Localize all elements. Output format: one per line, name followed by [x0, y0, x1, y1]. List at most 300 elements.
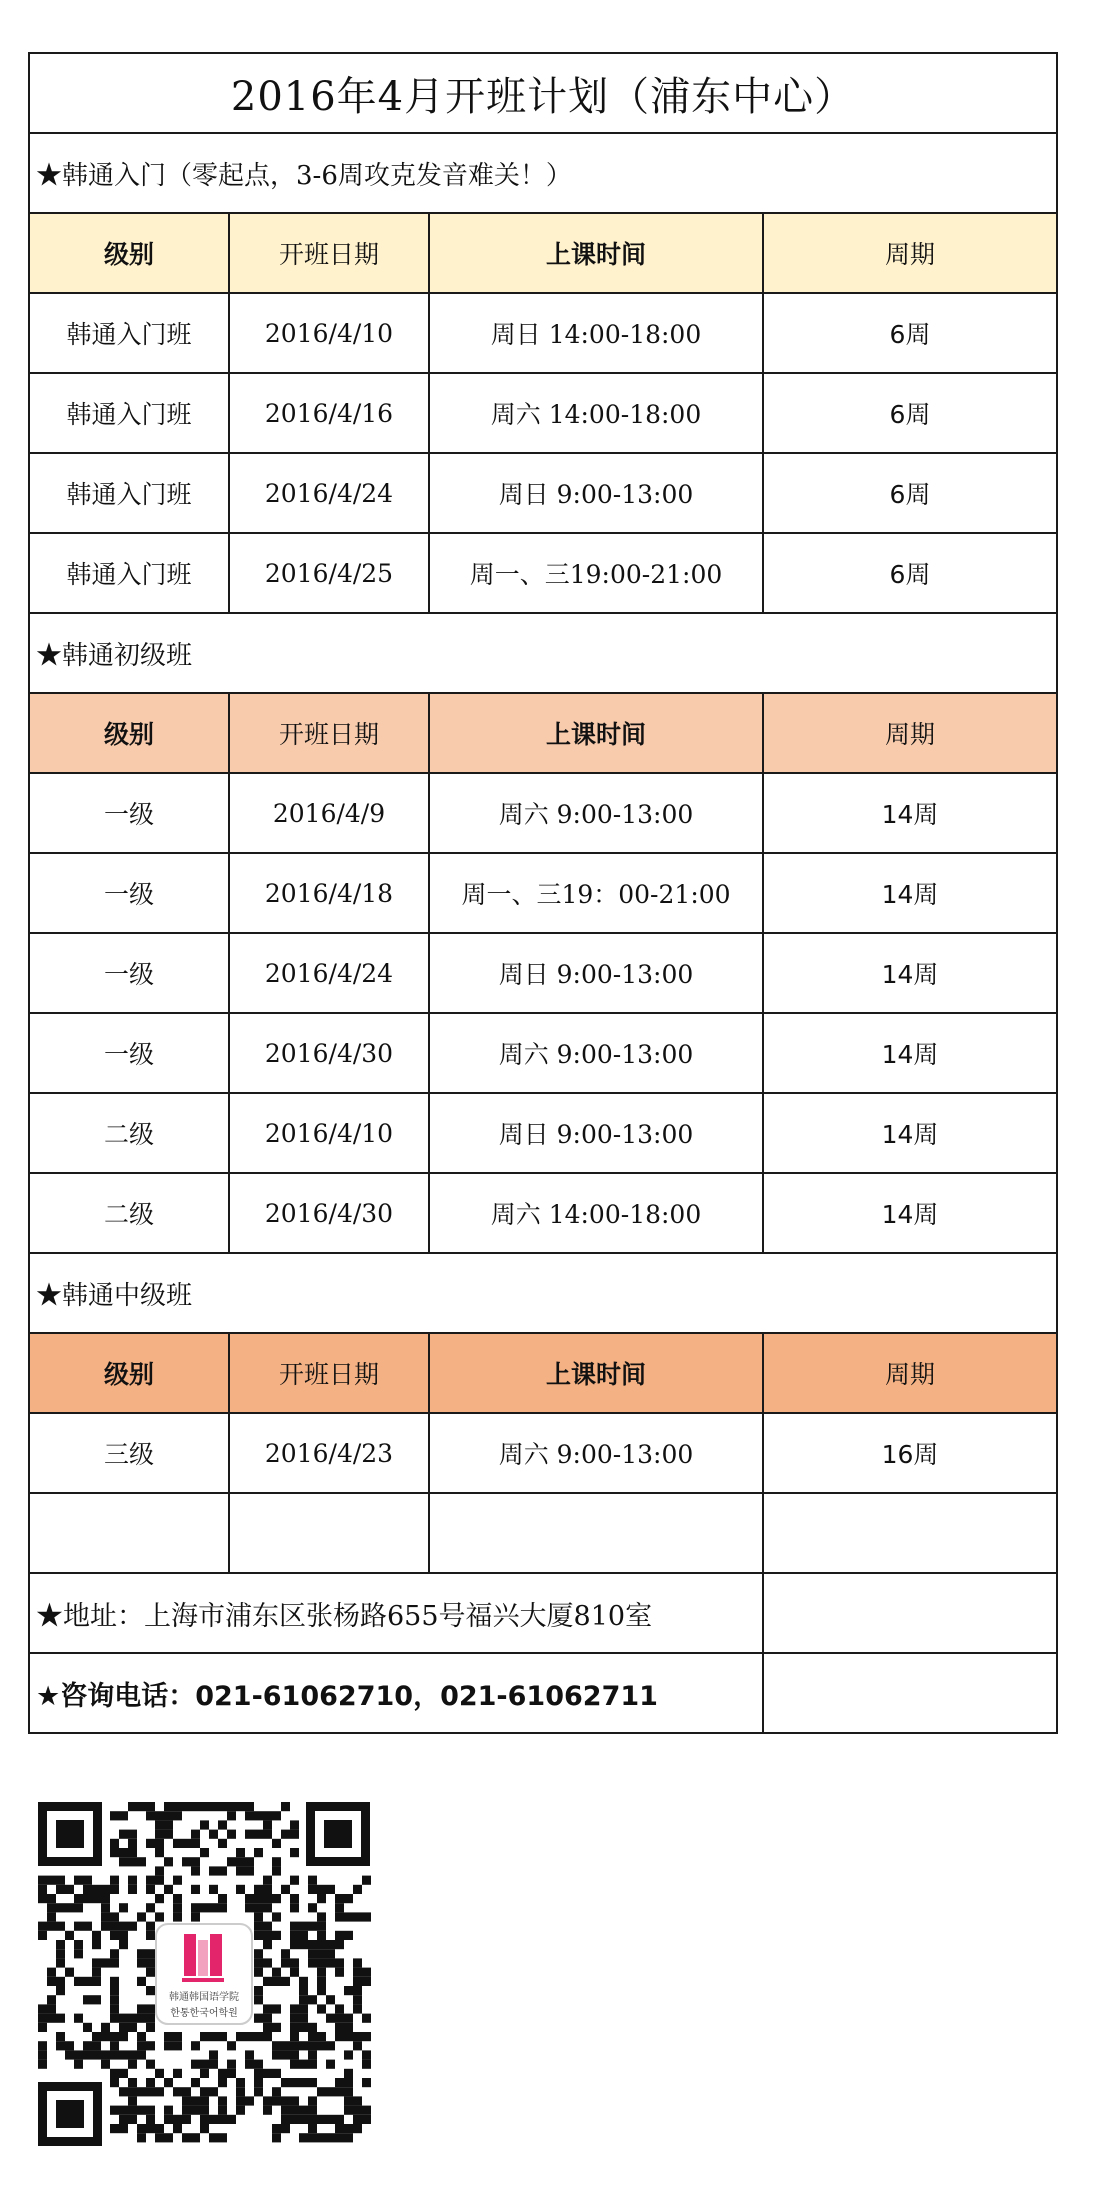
qr-module — [119, 2087, 128, 2096]
qr-module — [47, 2004, 56, 2013]
qr-module — [110, 1912, 119, 1921]
qr-module — [272, 2087, 281, 2096]
qr-module — [56, 1958, 65, 1967]
qr-module — [236, 2078, 245, 2087]
qr-module — [272, 1839, 281, 1848]
qr-module — [47, 1894, 56, 1903]
qr-module — [308, 1885, 317, 1894]
qr-module — [65, 1903, 74, 1912]
qr-module — [83, 1894, 92, 1903]
qr-module — [308, 2060, 317, 2069]
header-row-intro — [29, 213, 1057, 293]
qr-module — [326, 2041, 335, 2050]
qr-module — [128, 1922, 137, 1931]
cell-date: 2016/4/23 — [229, 1413, 429, 1493]
qr-module — [335, 2078, 344, 2087]
cell-duration: 14周 — [763, 933, 1057, 1013]
qr-module — [173, 1894, 182, 1903]
qr-module — [200, 2069, 209, 2078]
qr-module — [245, 1903, 254, 1912]
qr-module — [362, 1977, 371, 1986]
qr-module — [164, 2115, 173, 2124]
qr-module — [254, 1912, 263, 1921]
qr-module — [110, 1995, 119, 2004]
header-row-intermediate — [29, 1333, 1057, 1413]
qr-module — [209, 2050, 218, 2059]
qr-module — [146, 1839, 155, 1848]
qr-module — [263, 1811, 272, 1820]
address-text: ★地址：上海市浦东区张杨路655号福兴大厦810室 — [29, 1573, 763, 1653]
qr-module — [227, 2069, 236, 2078]
qr-module — [317, 1885, 326, 1894]
qr-module — [92, 2032, 101, 2041]
qr-module — [119, 2032, 128, 2041]
qr-module — [290, 2106, 299, 2115]
header-duration: 周期 — [763, 213, 1057, 293]
qr-module — [155, 1866, 164, 1875]
qr-module — [146, 2060, 155, 2069]
qr-module — [290, 1931, 299, 1940]
qr-module — [155, 1894, 164, 1903]
qr-module — [209, 1830, 218, 1839]
qr-logo-text-cn: 韩通韩国语学院 — [169, 1992, 239, 2003]
qr-module — [146, 1931, 155, 1940]
qr-module — [353, 1958, 362, 1967]
qr-module — [299, 1940, 308, 1949]
qr-module — [47, 1903, 56, 1912]
qr-module — [299, 1922, 308, 1931]
qr-module — [290, 1830, 299, 1839]
qr-module — [317, 2041, 326, 2050]
qr-module — [353, 2124, 362, 2133]
qr-module — [191, 1885, 200, 1894]
qr-module — [272, 1968, 281, 1977]
qr-module — [38, 1885, 47, 1894]
qr-module — [146, 2078, 155, 2087]
qr-module — [137, 2004, 146, 2013]
qr-module — [272, 1894, 281, 1903]
qr-module — [317, 1922, 326, 1931]
qr-module — [155, 2087, 164, 2096]
qr-module — [173, 2124, 182, 2133]
qr-module — [290, 2004, 299, 2013]
qr-module — [272, 2004, 281, 2013]
cell-duration: 16周 — [763, 1413, 1057, 1493]
qr-module — [182, 1839, 191, 1848]
qr-module — [65, 1931, 74, 1940]
qr-module — [110, 2078, 119, 2087]
qr-module — [308, 2115, 317, 2124]
qr-module — [47, 1922, 56, 1931]
qr-module — [326, 2014, 335, 2023]
qr-module — [137, 2133, 146, 2142]
qr-module — [353, 1977, 362, 1986]
qr-module — [299, 2023, 308, 2032]
qr-module — [290, 2041, 299, 2050]
qr-module — [290, 2060, 299, 2069]
qr-module — [92, 1995, 101, 2004]
qr-module — [272, 2124, 281, 2133]
qr-module — [245, 2050, 254, 2059]
qr-module — [254, 1903, 263, 1912]
qr-module — [281, 2115, 290, 2124]
qr-module — [326, 1995, 335, 2004]
qr-module — [47, 1995, 56, 2004]
qr-module — [272, 2050, 281, 2059]
qr-module — [119, 2106, 128, 2115]
qr-module — [326, 2115, 335, 2124]
cell-level: 韩通入门班 — [29, 373, 229, 453]
qr-module — [326, 1885, 335, 1894]
qr-module — [218, 2078, 227, 2087]
qr-module — [344, 2023, 353, 2032]
qr-module — [236, 1885, 245, 1894]
qr-module — [335, 2133, 344, 2142]
qr-module — [227, 1830, 236, 1839]
qr-module — [119, 2115, 128, 2124]
section-row — [29, 1253, 1057, 1333]
qr-module — [137, 2050, 146, 2059]
qr-module — [164, 2133, 173, 2142]
qr-module — [218, 1802, 227, 1811]
cell-date: 2016/4/9 — [229, 773, 429, 853]
table-row — [29, 373, 1057, 453]
section-row — [29, 613, 1057, 693]
qr-module — [38, 2050, 47, 2059]
qr-module — [218, 1903, 227, 1912]
qr-module — [146, 2014, 155, 2023]
qr-module — [317, 1958, 326, 1967]
qr-module — [56, 1949, 65, 1958]
cell-level: 韩通入门班 — [29, 453, 229, 533]
qr-module — [263, 2014, 272, 2023]
qr-module — [92, 1885, 101, 1894]
qr-module — [155, 2069, 164, 2078]
qr-module — [353, 1986, 362, 1995]
qr-module — [317, 2032, 326, 2041]
qr-module — [263, 1922, 272, 1931]
qr-module — [128, 2060, 137, 2069]
qr-module — [272, 2133, 281, 2142]
qr-module — [209, 1802, 218, 1811]
qr-module — [119, 1857, 128, 1866]
qr-module — [335, 1912, 344, 1921]
qr-module — [137, 1977, 146, 1986]
qr-module — [308, 2032, 317, 2041]
qr-module — [137, 2106, 146, 2115]
qr-module — [353, 2032, 362, 2041]
header-level: 级别 — [29, 1333, 229, 1413]
header-duration: 周期 — [763, 1333, 1057, 1413]
header-level: 级别 — [29, 693, 229, 773]
empty-cell — [763, 1493, 1057, 1573]
qr-module — [245, 2060, 254, 2069]
qr-module — [128, 2115, 137, 2124]
qr-module — [317, 1968, 326, 1977]
qr-module — [245, 1894, 254, 1903]
qr-module — [65, 1885, 74, 1894]
qr-module — [173, 2087, 182, 2096]
qr-module — [146, 1958, 155, 1967]
qr-module — [272, 2069, 281, 2078]
qr-module — [83, 2023, 92, 2032]
table-row — [29, 533, 1057, 613]
qr-module — [182, 2087, 191, 2096]
qr-module — [344, 1986, 353, 1995]
qr-module — [209, 2115, 218, 2124]
qr-module — [173, 1802, 182, 1811]
qr-module — [299, 2014, 308, 2023]
table-row — [29, 853, 1057, 933]
table-row — [29, 1173, 1057, 1253]
qr-module — [317, 1894, 326, 1903]
qr-module — [146, 2004, 155, 2013]
qr-module — [344, 2069, 353, 2078]
cell-time: 周六 14:00-18:00 — [429, 1173, 763, 1253]
cell-level: 二级 — [29, 1093, 229, 1173]
qr-module — [362, 2032, 371, 2041]
qr-module — [272, 1912, 281, 1921]
empty-row — [29, 1493, 1057, 1573]
qr-module — [362, 2078, 371, 2087]
qr-module — [92, 2050, 101, 2059]
qr-module — [173, 1876, 182, 1885]
qr-module — [308, 2041, 317, 2050]
qr-module — [236, 2032, 245, 2041]
qr-module — [227, 1802, 236, 1811]
qr-module — [335, 2087, 344, 2096]
qr-module — [200, 1820, 209, 1829]
qr-module — [146, 1876, 155, 1885]
qr-module — [128, 1839, 137, 1848]
qr-module — [281, 2078, 290, 2087]
cell-date: 2016/4/24 — [229, 933, 429, 1013]
qr-module — [119, 1848, 128, 1857]
cell-date: 2016/4/25 — [229, 533, 429, 613]
qr-module — [146, 1949, 155, 1958]
header-level: 级别 — [29, 213, 229, 293]
qr-module — [308, 1995, 317, 2004]
qr-module — [317, 2133, 326, 2142]
qr-module — [83, 2050, 92, 2059]
qr-module — [164, 1885, 173, 1894]
qr-module — [182, 2106, 191, 2115]
cell-time: 周日 9:00-13:00 — [429, 453, 763, 533]
qr-module — [83, 2041, 92, 2050]
qr-module — [308, 2023, 317, 2032]
qr-module — [281, 2050, 290, 2059]
qr-module — [218, 1820, 227, 1829]
qr-module — [137, 2087, 146, 2096]
qr-module — [263, 1894, 272, 1903]
cell-time: 周六 9:00-13:00 — [429, 773, 763, 853]
qr-module — [173, 1903, 182, 1912]
qr-module — [119, 1922, 128, 1931]
cell-level: 一级 — [29, 933, 229, 1013]
qr-module — [263, 1876, 272, 1885]
qr-module — [209, 1866, 218, 1875]
qr-module — [299, 2004, 308, 2013]
qr-module — [317, 1977, 326, 1986]
qr-module — [263, 1820, 272, 1829]
cell-time: 周一、三19：00-21:00 — [429, 853, 763, 933]
qr-module — [227, 2041, 236, 2050]
qr-module — [155, 1876, 164, 1885]
qr-module — [74, 2050, 83, 2059]
qr-module — [173, 2115, 182, 2124]
qr-module — [308, 1958, 317, 1967]
table-row — [29, 773, 1057, 853]
qr-module — [110, 1958, 119, 1967]
qr-module — [353, 2041, 362, 2050]
qr-module — [83, 1977, 92, 1986]
cell-level: 一级 — [29, 853, 229, 933]
qr-module — [110, 1811, 119, 1820]
qr-module — [344, 2096, 353, 2105]
qr-module — [101, 1922, 110, 1931]
qr-module — [317, 2004, 326, 2013]
qr-module — [74, 2060, 83, 2069]
qr-module — [209, 2133, 218, 2142]
table-row — [29, 1093, 1057, 1173]
qr-module — [362, 2115, 371, 2124]
qr-module — [254, 2014, 263, 2023]
qr-module — [200, 2096, 209, 2105]
qr-module — [92, 1940, 101, 1949]
qr-module — [263, 1977, 272, 1986]
qr-module — [362, 1912, 371, 1921]
cell-level: 一级 — [29, 1013, 229, 1093]
qr-module — [110, 1885, 119, 1894]
qr-module — [353, 1995, 362, 2004]
qr-module — [299, 2106, 308, 2115]
qr-module — [290, 2023, 299, 2032]
qr-module — [299, 2060, 308, 2069]
cell-duration: 14周 — [763, 1173, 1057, 1253]
qr-module — [326, 1958, 335, 1967]
qr-logo-text-kr: 한통한국어학원 — [170, 2008, 238, 2019]
qr-module — [83, 1885, 92, 1894]
qr-module — [281, 1802, 290, 1811]
qr-module — [263, 1885, 272, 1894]
qr-module — [92, 1968, 101, 1977]
qr-module — [299, 2133, 308, 2142]
qr-module — [290, 2050, 299, 2059]
qr-module — [110, 1839, 119, 1848]
qr-module — [101, 2060, 110, 2069]
qr-module — [299, 2041, 308, 2050]
qr-module — [254, 1949, 263, 1958]
qr-module — [173, 1912, 182, 1921]
qr-module — [119, 1940, 128, 1949]
qr-module — [110, 1922, 119, 1931]
qr-module — [209, 2032, 218, 2041]
qr-module — [209, 1903, 218, 1912]
qr-module — [38, 1894, 47, 1903]
qr-module — [236, 1866, 245, 1875]
qr-module — [344, 2106, 353, 2115]
qr-module — [254, 2078, 263, 2087]
qr-module — [335, 2032, 344, 2041]
header-start-date: 开班日期 — [229, 213, 429, 293]
table-row — [29, 1413, 1057, 1493]
qr-module — [272, 1931, 281, 1940]
qr-module — [209, 1885, 218, 1894]
qr-module — [155, 1811, 164, 1820]
qr-module — [137, 1912, 146, 1921]
qr-module — [110, 1876, 119, 1885]
qr-module — [254, 2069, 263, 2078]
empty-cell — [429, 1493, 763, 1573]
qr-module — [245, 2096, 254, 2105]
qr-module — [317, 2087, 326, 2096]
qr-module — [191, 1866, 200, 1875]
qr-module — [344, 2133, 353, 2142]
qr-module — [299, 2115, 308, 2124]
qr-module — [110, 2041, 119, 2050]
qr-module — [344, 2087, 353, 2096]
qr-module — [74, 1949, 83, 1958]
qr-module — [110, 2014, 119, 2023]
qr-module — [200, 2060, 209, 2069]
qr-module — [227, 1857, 236, 1866]
qr-module — [146, 1968, 155, 1977]
qr-module — [101, 2032, 110, 2041]
qr-module — [290, 1922, 299, 1931]
qr-module — [173, 2032, 182, 2041]
qr-module — [128, 1876, 137, 1885]
cell-duration: 6周 — [763, 453, 1057, 533]
qr-module — [254, 1830, 263, 1839]
qr-module — [56, 1922, 65, 1931]
qr-module — [254, 1894, 263, 1903]
qr-module — [164, 2106, 173, 2115]
schedule-table — [28, 52, 1058, 1734]
qr-module — [191, 1830, 200, 1839]
qr-module — [317, 1912, 326, 1921]
qr-module — [335, 1931, 344, 1940]
qr-module — [227, 2115, 236, 2124]
qr-module — [308, 1940, 317, 1949]
qr-module — [290, 1848, 299, 1857]
qr-module — [272, 1977, 281, 1986]
qr-module — [245, 1802, 254, 1811]
qr-module — [119, 2014, 128, 2023]
qr-module — [281, 1830, 290, 1839]
qr-module — [263, 1940, 272, 1949]
cell-date: 2016/4/30 — [229, 1013, 429, 1093]
qr-module — [308, 2050, 317, 2059]
qr-module — [263, 1958, 272, 1967]
qr-module — [164, 2078, 173, 2087]
qr-module — [191, 1802, 200, 1811]
qr-module — [128, 1857, 137, 1866]
qr-module — [281, 1958, 290, 1967]
qr-module — [281, 1977, 290, 1986]
qr-module — [38, 1876, 47, 1885]
qr-module — [47, 1977, 56, 1986]
qr-module — [110, 1848, 119, 1857]
qr-module — [263, 1830, 272, 1839]
cell-level: 三级 — [29, 1413, 229, 1493]
qr-module — [200, 2124, 209, 2133]
qr-module — [164, 1820, 173, 1829]
qr-module — [92, 1977, 101, 1986]
cell-time: 周日 9:00-13:00 — [429, 1093, 763, 1173]
qr-module — [146, 1802, 155, 1811]
qr-module — [353, 2004, 362, 2013]
qr-module — [290, 2014, 299, 2023]
